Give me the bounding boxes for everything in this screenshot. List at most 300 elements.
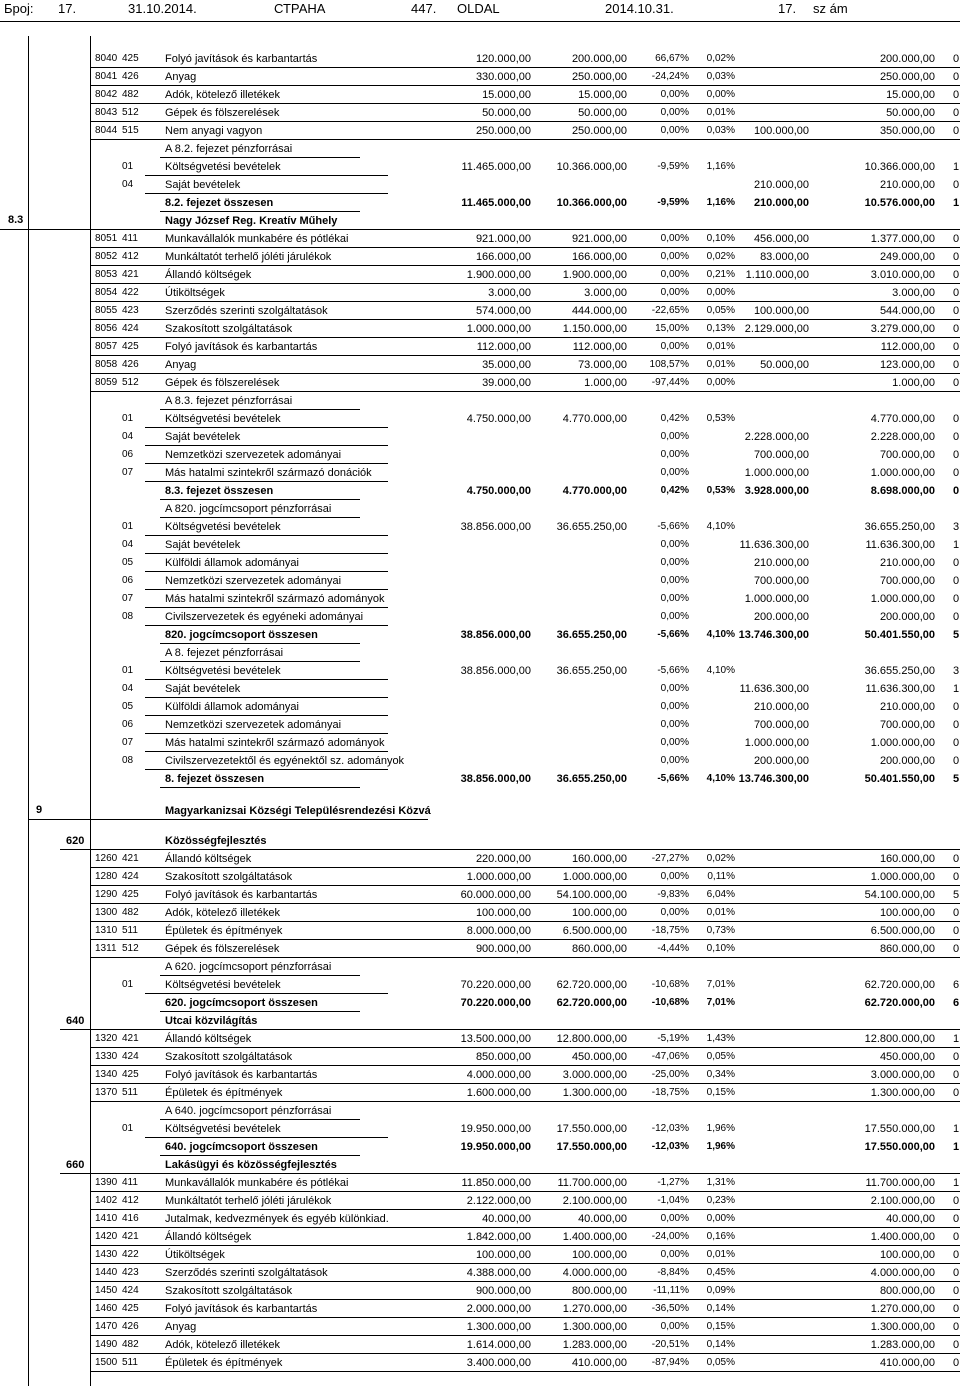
change-percent: 0,00% — [660, 593, 689, 604]
account-code: 412 — [122, 1195, 139, 1206]
table-row — [0, 994, 960, 1012]
row-code: 8041 — [95, 71, 118, 82]
table-row — [0, 1138, 960, 1156]
amount-2015: 12.800.000,00 — [556, 1033, 627, 1045]
row-description: Folyó javítások és karbantartás — [165, 1303, 318, 1315]
amount-2014: 13.500.000,00 — [460, 1033, 531, 1045]
table-row — [0, 464, 960, 482]
overflow-digit: 0 — [953, 125, 960, 137]
account-code: 01 — [122, 1123, 134, 1134]
overflow-digit: 0 — [953, 467, 960, 479]
row-description: Munkavállalók munkabére és pótlékai — [165, 233, 349, 245]
change-percent: 0,00% — [660, 719, 689, 730]
amount-2014: 100.000,00 — [475, 907, 531, 919]
change-percent: -9,59% — [657, 197, 689, 208]
total-amount: 62.720.000,00 — [864, 997, 935, 1009]
table-row — [0, 868, 960, 886]
amount-2014: 38.856.000,00 — [460, 665, 531, 677]
amount-2014: 100.000,00 — [475, 1249, 531, 1261]
change-percent: -22,65% — [651, 305, 689, 316]
row-description: Gépek és fölszerelések — [165, 107, 280, 119]
row-description: Civilszervezetek és egyéneki adományai — [165, 611, 364, 623]
amount-2015: 2.100.000,00 — [562, 1195, 627, 1207]
header-broj: Број: — [4, 1, 34, 16]
share-percent: 0,13% — [706, 323, 735, 334]
share-percent: 0,02% — [706, 251, 735, 262]
amount-2014: 2.122.000,00 — [466, 1195, 531, 1207]
share-percent: 0,34% — [706, 1069, 735, 1080]
table-row — [0, 230, 960, 248]
table-row — [0, 940, 960, 958]
row-description: Gépek és fölszerelések — [165, 943, 280, 955]
account-code: 07 — [122, 593, 134, 604]
row-description: Más hatalmi szintekről származó adományok — [165, 593, 385, 605]
table-row — [0, 644, 960, 662]
change-percent: -5,66% — [657, 521, 689, 532]
other-sources: 2.129.000,00 — [744, 323, 809, 335]
amount-2014: 1.842.000,00 — [466, 1231, 531, 1243]
other-sources: 13.746.300,00 — [738, 773, 809, 785]
total-amount: 350.000,00 — [879, 125, 935, 137]
table-row — [0, 1192, 960, 1210]
row-description: A 620. jogcímcsoport pénzforrásai — [165, 961, 332, 973]
total-amount: 1.300.000,00 — [870, 1087, 935, 1099]
share-percent: 0,14% — [706, 1339, 735, 1350]
amount-2015: 17.550.000,00 — [556, 1123, 627, 1135]
overflow-digit: 5 — [953, 773, 960, 785]
row-description: Civilszervezetektől és egyénektől sz. adományok — [165, 755, 405, 767]
amount-2015: 100.000,00 — [571, 1249, 627, 1261]
row-description: Szakosított szolgáltatások — [165, 1285, 293, 1297]
account-code: 08 — [122, 755, 134, 766]
account-code: 421 — [122, 853, 139, 864]
other-sources: 1.110.000,00 — [745, 269, 809, 281]
table-row — [0, 158, 960, 176]
total-amount: 3.010.000,00 — [870, 269, 935, 281]
amount-2015: 112.000,00 — [572, 341, 627, 353]
overflow-digit: 1 — [953, 161, 960, 173]
share-percent: 0,14% — [706, 1303, 735, 1314]
account-code: 422 — [122, 1249, 139, 1260]
overflow-digit: 0 — [953, 233, 960, 245]
change-percent: 0,00% — [660, 287, 689, 298]
change-percent: 66,67% — [655, 53, 689, 64]
share-percent: 1,43% — [706, 1033, 735, 1044]
amount-2015: 4.770.000,00 — [562, 413, 627, 425]
row-description: 640. jogcímcsoport összesen — [165, 1141, 318, 1153]
amount-2014: 15.000,00 — [482, 89, 531, 101]
amount-2015: 10.366.000,00 — [556, 161, 627, 173]
section-number: 9 — [36, 804, 43, 816]
row-description: Állandó költségek — [165, 1033, 252, 1045]
account-code: 05 — [122, 701, 134, 712]
row-code: 8043 — [95, 107, 118, 118]
amount-2015: 100.000,00 — [571, 907, 627, 919]
share-percent: 0,15% — [706, 1321, 735, 1332]
table-row — [0, 536, 960, 554]
amount-2014: 3.000,00 — [488, 287, 531, 299]
row-code: 1280 — [95, 871, 118, 882]
overflow-digit: 0 — [953, 305, 960, 317]
overflow-digit: 1 — [953, 1123, 960, 1135]
row-description: Anyag — [165, 1321, 197, 1333]
row-code: 8052 — [95, 251, 118, 262]
share-percent: 0,21% — [706, 269, 735, 280]
account-code: 482 — [122, 89, 139, 100]
total-amount: 62.720.000,00 — [864, 979, 935, 991]
overflow-digit: 0 — [953, 1339, 960, 1351]
share-percent: 0,00% — [706, 377, 735, 388]
table-row — [0, 832, 960, 850]
table-row — [0, 500, 960, 518]
amount-2014: 120.000,00 — [475, 53, 531, 65]
total-amount: 200.000,00 — [879, 611, 935, 623]
amount-2015: 800.000,00 — [571, 1285, 627, 1297]
table-row — [0, 716, 960, 734]
total-amount: 700.000,00 — [879, 449, 935, 461]
account-code: 425 — [122, 1303, 139, 1314]
amount-2015: 11.700.000,00 — [557, 1177, 627, 1189]
row-code: 8059 — [95, 377, 118, 388]
amount-2014: 8.000.000,00 — [466, 925, 531, 937]
row-code: 1490 — [95, 1339, 118, 1350]
change-percent: -12,03% — [651, 1141, 689, 1152]
account-code: 426 — [122, 359, 139, 370]
account-code: 511 — [122, 1087, 138, 1098]
table-row — [0, 1102, 960, 1120]
table-row — [0, 1336, 960, 1354]
amount-2014: 4.000.000,00 — [466, 1069, 531, 1081]
change-percent: 0,00% — [660, 125, 689, 136]
table-row — [0, 446, 960, 464]
row-description: Szakosított szolgáltatások — [165, 1051, 293, 1063]
row-code: 1430 — [95, 1249, 118, 1260]
account-code: 423 — [122, 1267, 139, 1278]
total-amount: 200.000,00 — [879, 53, 935, 65]
amount-2015: 3.000,00 — [584, 287, 627, 299]
amount-2015: 36.655.250,00 — [556, 665, 627, 677]
row-code: 8056 — [95, 323, 118, 334]
table-row — [0, 1210, 960, 1228]
table-row — [0, 554, 960, 572]
other-sources: 700.000,00 — [753, 449, 809, 461]
other-sources: 13.746.300,00 — [738, 629, 809, 641]
amount-2015: 1.900.000,00 — [562, 269, 627, 281]
share-percent: 1,96% — [706, 1141, 735, 1152]
total-amount: 3.279.000,00 — [870, 323, 935, 335]
overflow-digit: 0 — [953, 71, 960, 83]
overflow-digit: 0 — [953, 943, 960, 955]
share-percent: 4,10% — [706, 773, 735, 784]
total-amount: 12.800.000,00 — [864, 1033, 935, 1045]
share-percent: 0,16% — [706, 1231, 735, 1242]
row-code: 1320 — [95, 1033, 118, 1044]
account-code: 04 — [122, 683, 134, 694]
amount-2015: 36.655.250,00 — [556, 773, 627, 785]
amount-2015: 1.300.000,00 — [562, 1321, 627, 1333]
total-amount: 36.655.250,00 — [864, 665, 935, 677]
account-code: 416 — [122, 1213, 139, 1224]
change-percent: 0,00% — [660, 539, 689, 550]
table-row — [0, 122, 960, 140]
table-row — [0, 590, 960, 608]
amount-2014: 35.000,00 — [482, 359, 531, 371]
table-row — [0, 320, 960, 338]
row-description: Nemzetközi szervezetek adományai — [165, 719, 342, 731]
amount-2014: 250.000,00 — [475, 125, 531, 137]
total-amount: 17.550.000,00 — [864, 1141, 935, 1153]
total-amount: 112.000,00 — [880, 341, 935, 353]
overflow-digit: 1 — [953, 1033, 960, 1045]
change-percent: -20,51% — [651, 1339, 689, 1350]
amount-2015: 444.000,00 — [571, 305, 627, 317]
account-code: 425 — [122, 53, 139, 64]
account-code: 411 — [122, 1177, 138, 1188]
table-row — [0, 302, 960, 320]
share-percent: 0,53% — [706, 485, 735, 496]
overflow-digit: 1 — [953, 1141, 960, 1153]
overflow-digit: 0 — [953, 107, 960, 119]
change-percent: -24,00% — [651, 1231, 689, 1242]
row-description: 820. jogcímcsoport összesen — [165, 629, 318, 641]
share-percent: 6,04% — [706, 889, 735, 900]
row-description: Épületek és építmények — [165, 925, 283, 937]
amount-2014: 1.000.000,00 — [466, 871, 531, 883]
change-percent: 0,00% — [660, 907, 689, 918]
amount-2014: 70.220.000,00 — [460, 979, 531, 991]
row-description: 620. jogcímcsoport összesen — [165, 997, 318, 1009]
amount-2015: 62.720.000,00 — [556, 979, 627, 991]
table-row — [0, 104, 960, 122]
overflow-digit: 0 — [953, 907, 960, 919]
row-description: A 8.3. fejezet pénzforrásai — [165, 395, 293, 407]
account-code: 421 — [122, 1033, 139, 1044]
amount-2015: 73.000,00 — [578, 359, 627, 371]
amount-2015: 1.270.000,00 — [562, 1303, 627, 1315]
table-row — [0, 284, 960, 302]
share-percent: 7,01% — [706, 997, 735, 1008]
amount-2014: 574.000,00 — [475, 305, 531, 317]
row-description: Munkáltatót terhelő jóléti járulékok — [165, 251, 332, 263]
total-amount: 1.300.000,00 — [870, 1321, 935, 1333]
group-number: 620 — [66, 835, 85, 847]
total-amount: 50.401.550,00 — [864, 629, 935, 641]
table-row — [0, 1012, 960, 1030]
total-amount: 11.636.300,00 — [865, 683, 935, 695]
amount-2014: 50.000,00 — [482, 107, 531, 119]
overflow-digit: 1 — [953, 683, 960, 695]
overflow-digit: 0 — [953, 1267, 960, 1279]
amount-2014: 2.000.000,00 — [466, 1303, 531, 1315]
amount-2015: 17.550.000,00 — [556, 1141, 627, 1153]
overflow-digit: 0 — [953, 925, 960, 937]
account-code: 412 — [122, 251, 139, 262]
change-percent: 0,00% — [660, 107, 689, 118]
row-code: 8040 — [95, 53, 118, 64]
row-code: 1370 — [95, 1087, 118, 1098]
row-code: 1330 — [95, 1051, 118, 1062]
table-row — [0, 752, 960, 770]
other-sources: 456.000,00 — [753, 233, 809, 245]
column-divider — [90, 36, 91, 1386]
total-amount: 15.000,00 — [886, 89, 935, 101]
row-code: 1450 — [95, 1285, 118, 1296]
total-amount: 450.000,00 — [879, 1051, 935, 1063]
amount-2015: 250.000,00 — [571, 125, 627, 137]
row-description: Szerződés szerinti szolgáltatások — [165, 1267, 328, 1279]
amount-2015: 1.000.000,00 — [562, 871, 627, 883]
total-amount: 11.700.000,00 — [865, 1177, 935, 1189]
amount-2015: 36.655.250,00 — [556, 521, 627, 533]
row-code: 8051 — [95, 233, 118, 244]
row-description: Nem anyagi vagyon — [165, 125, 263, 137]
row-code: 1310 — [95, 925, 118, 936]
row-description: Útiköltségek — [165, 1249, 225, 1261]
change-percent: -9,59% — [657, 161, 689, 172]
row-description: Szerződés szerinti szolgáltatások — [165, 305, 328, 317]
total-amount: 100.000,00 — [879, 1249, 935, 1261]
amount-2015: 921.000,00 — [571, 233, 627, 245]
other-sources: 1.000.000,00 — [744, 467, 809, 479]
table-row — [0, 518, 960, 536]
row-description: Külföldi államok adományai — [165, 557, 299, 569]
change-percent: -10,68% — [651, 997, 689, 1008]
total-amount: 10.576.000,00 — [864, 197, 935, 209]
row-description: Szakosított szolgáltatások — [165, 323, 293, 335]
amount-2015: 15.000,00 — [578, 89, 627, 101]
share-percent: 0,00% — [706, 1213, 735, 1224]
page-header — [0, 0, 960, 20]
table-row — [0, 734, 960, 752]
total-amount: 36.655.250,00 — [864, 521, 935, 533]
row-code: 1402 — [95, 1195, 118, 1206]
account-code: 511 — [122, 925, 138, 936]
change-percent: 0,00% — [660, 557, 689, 568]
account-code: 01 — [122, 665, 134, 676]
row-code: 1290 — [95, 889, 118, 900]
change-percent: 0,00% — [660, 341, 689, 352]
overflow-digit: 0 — [953, 287, 960, 299]
change-percent: 0,00% — [660, 871, 689, 882]
amount-2014: 4.750.000,00 — [466, 485, 531, 497]
header-date-1: 31.10.2014. — [128, 1, 197, 16]
row-description: Folyó javítások és karbantartás — [165, 341, 318, 353]
row-description: A 8.2. fejezet pénzforrásai — [165, 143, 293, 155]
overflow-digit: 0 — [953, 1303, 960, 1315]
table-row — [0, 1246, 960, 1264]
overflow-digit: 0 — [953, 593, 960, 605]
amount-2014: 921.000,00 — [475, 233, 531, 245]
other-sources: 200.000,00 — [753, 611, 809, 623]
amount-2014: 850.000,00 — [475, 1051, 531, 1063]
table-row — [0, 770, 960, 788]
amount-2014: 40.000,00 — [482, 1213, 531, 1225]
row-description: Szakosított szolgáltatások — [165, 871, 293, 883]
row-description: Saját bevételek — [165, 683, 241, 695]
change-percent: -24,24% — [651, 71, 689, 82]
amount-2015: 860.000,00 — [571, 943, 627, 955]
section-number: 8.3 — [8, 214, 24, 226]
change-percent: 15,00% — [655, 323, 689, 334]
row-description: Nemzetközi szervezetek adományai — [165, 449, 342, 461]
change-percent: -97,44% — [651, 377, 689, 388]
overflow-digit: 0 — [953, 575, 960, 587]
overflow-digit: 0 — [953, 449, 960, 461]
table-row — [0, 1120, 960, 1138]
row-code: 1340 — [95, 1069, 118, 1080]
group-number: 660 — [66, 1159, 85, 1171]
overflow-digit: 3 — [953, 665, 960, 677]
amount-2015: 200.000,00 — [571, 53, 627, 65]
change-percent: -27,27% — [651, 853, 689, 864]
total-amount: 1.400.000,00 — [870, 1231, 935, 1243]
header-broj-value: 17. — [58, 1, 77, 16]
overflow-digit: 0 — [953, 701, 960, 713]
total-amount: 200.000,00 — [879, 755, 935, 767]
account-code: 04 — [122, 431, 134, 442]
table-row — [0, 1264, 960, 1282]
overflow-digit: 0 — [953, 251, 960, 263]
other-sources: 210.000,00 — [753, 197, 809, 209]
change-percent: 0,00% — [660, 737, 689, 748]
change-percent: -1,04% — [657, 1195, 689, 1206]
share-percent: 1,16% — [706, 161, 735, 172]
row-code: 1410 — [95, 1213, 118, 1224]
change-percent: 0,00% — [660, 755, 689, 766]
change-percent: 0,00% — [660, 251, 689, 262]
overflow-digit: 0 — [953, 413, 960, 425]
amount-2015: 54.100.000,00 — [556, 889, 627, 901]
table-row — [0, 1282, 960, 1300]
overflow-digit: 0 — [953, 341, 960, 353]
overflow-digit: 6 — [953, 979, 960, 991]
total-amount: 10.366.000,00 — [864, 161, 935, 173]
account-code: 04 — [122, 179, 134, 190]
overflow-digit: 0 — [953, 719, 960, 731]
table-row — [0, 68, 960, 86]
row-description: Utcai közvilágítás — [165, 1015, 258, 1027]
row-description: Folyó javítások és karbantartás — [165, 53, 318, 65]
total-amount: 1.283.000,00 — [870, 1339, 935, 1351]
table-row — [0, 428, 960, 446]
row-description: Nemzetközi szervezetek adományai — [165, 575, 342, 587]
other-sources: 700.000,00 — [753, 575, 809, 587]
amount-2015: 166.000,00 — [571, 251, 627, 263]
account-code: 421 — [122, 1231, 139, 1242]
account-code: 07 — [122, 737, 134, 748]
overflow-digit: 0 — [953, 871, 960, 883]
overflow-digit: 0 — [953, 1087, 960, 1099]
row-code: 8053 — [95, 269, 118, 280]
overflow-digit: 0 — [953, 1195, 960, 1207]
amount-2015: 10.366.000,00 — [556, 197, 627, 209]
row-description: Külföldi államok adományai — [165, 701, 299, 713]
share-percent: 0,02% — [706, 853, 735, 864]
share-percent: 0,05% — [706, 1051, 735, 1062]
change-percent: -12,03% — [651, 1123, 689, 1134]
change-percent: -5,66% — [657, 665, 689, 676]
table-row — [0, 626, 960, 644]
table-row — [0, 410, 960, 428]
row-description: Útiköltségek — [165, 287, 225, 299]
change-percent: 0,00% — [660, 683, 689, 694]
share-percent: 0,01% — [706, 1249, 735, 1260]
budget-table — [0, 36, 960, 1386]
row-description: 8.3. fejezet összesen — [165, 485, 274, 497]
amount-2015: 1.150.000,00 — [562, 323, 627, 335]
row-description: Költségvetési bevételek — [165, 979, 281, 991]
table-row — [0, 1318, 960, 1336]
